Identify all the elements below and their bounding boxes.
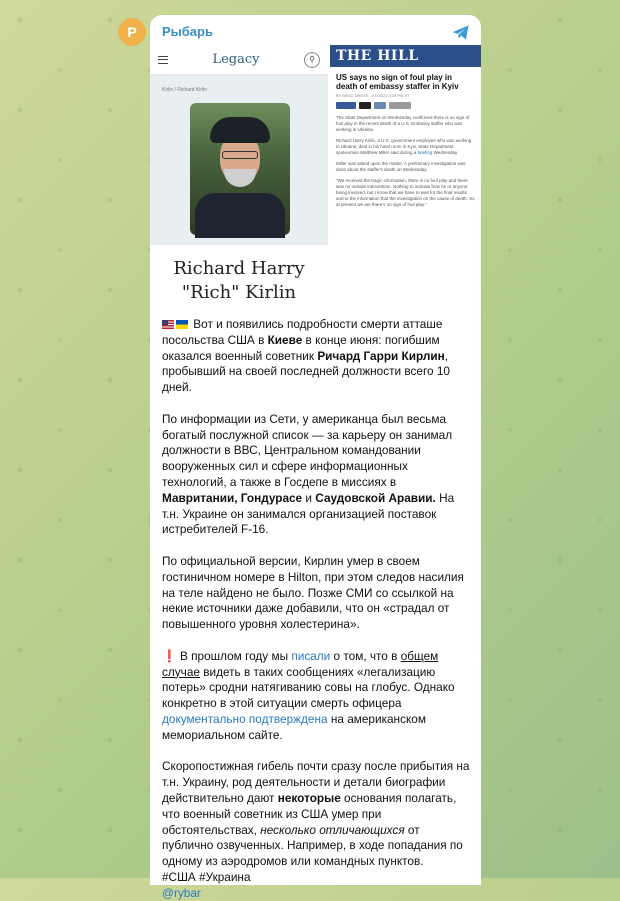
obituary-name: [150, 257, 328, 305]
name-line-2: "Rich" Kirlin: [181, 282, 297, 303]
link-pisali[interactable]: писали: [291, 648, 331, 663]
obituary-panel: [150, 75, 328, 245]
collage-image[interactable]: [150, 45, 481, 307]
name-line-1: Richard Harry: [173, 258, 305, 279]
channel-name[interactable]: Рыбарь: [162, 24, 213, 39]
share-buttons: [336, 102, 475, 109]
channel-handle-link[interactable]: @rybar: [162, 885, 201, 900]
the-hill-screenshot: [330, 45, 481, 307]
exclamation-icon: ❗: [162, 648, 177, 663]
article-paragraph: Miller was asked upon the matter. A preliminary investigation was done about the staffer's death on Wednesday.: [336, 161, 466, 172]
ukraine-flag-icon: [176, 320, 188, 329]
paragraph-4: ❗ В прошлом году мы писали о том, что в общем случае видеть в таких сообщениях «легализацию потерь» сродни натягиванию совы на глобус. Однако конкретно в этой ситуации смерть офицера документально подтверждена на американском мемориальном сайте.: [162, 648, 455, 742]
article-byline: BY BRAD DRESS - 07/03/23 5:26 PM ET: [336, 93, 410, 98]
paragraph-5: Скоропостижная гибель почти сразу после прибытия на т.н. Украину, род деятельности и детали биографии действительно дают некоторые основания полагать, что военный советник из США умер при обстоятельствах, несколько отличающихся от публично озвученных. Например, в ходе попадания по одному из аэродромов или командных пунктов. #США #Украина @rybar: [162, 759, 472, 901]
message-text: [162, 317, 472, 901]
breadcrumb: Kirlin / Richard Kirlin: [162, 87, 208, 93]
the-hill-logo: THE HILL: [330, 45, 481, 67]
paragraph-2: По информации из Сети, у американца был весьма богатый послужной список — за карьеру он занимал должности в ВВС, Центральном командовании вооруженных сил и сфере информационных технологий, а также в Госдепе в миссиях в Мавритании, Гондурасе и Саудовской Аравии. На т.н. Украине он занимался организацией поставок истребителей F-16.: [162, 411, 455, 537]
portrait-photo: [190, 103, 290, 235]
search-icon: ⚲: [304, 52, 320, 68]
menu-icon: [158, 56, 168, 64]
article-paragraph: The State Department on Wednesday confirmed there is no sign of foul play in the recent death of a U.S. Embassy staffer who was working in Ukraine.: [336, 115, 470, 132]
telegram-share-icon[interactable]: [451, 23, 471, 43]
us-flag-icon: [162, 320, 174, 329]
paragraph-3: По официальной версии, Кирлин умер в своем гостиничном номере в Hilton, при этом следов насилия на теле найдено не было. Позже СМИ со ссылкой на некие источники даже добавили, что он «страдал от повышенного уровня холестерина».: [162, 553, 464, 632]
message-bubble: [150, 15, 481, 900]
link-obshchem-sluchae[interactable]: общем случае: [162, 648, 439, 679]
hashtags: #США #Украина: [162, 869, 251, 884]
paragraph-1: Вот и появились подробности смерти атташе посольства США в Киеве в конце июня: погибшим оказался военный советник Ричард Гарри Кирлин, пробывший на своей последней должности всего 10 дней.: [162, 317, 450, 395]
legacy-header: [150, 45, 328, 75]
legacy-screenshot: [150, 45, 328, 307]
link-dokumentalno[interactable]: документально подтверждена: [162, 711, 328, 726]
article-paragraph: "We received the tragic information, there is no foul play and there was no outside intervention. Nothing to indicate how he or anyone being involved, but I know that we have to wait for the final results and to the information that the investigation on the cause of death. So at present we are there's no sign of foul play.": [336, 178, 475, 207]
article-headline: US says no sign of foul play in death of embassy staffer in Kyiv: [336, 73, 459, 91]
legacy-logo: Legacy: [212, 52, 260, 67]
channel-avatar[interactable]: P: [118, 18, 146, 46]
article-paragraph: Richard Harry Kirlin, a U.S. government employee who was working in Ukraine, died in his hotel room in Kyiv. State Department spokesman Matthew Miller said during a briefing Wednesday.: [336, 138, 472, 155]
